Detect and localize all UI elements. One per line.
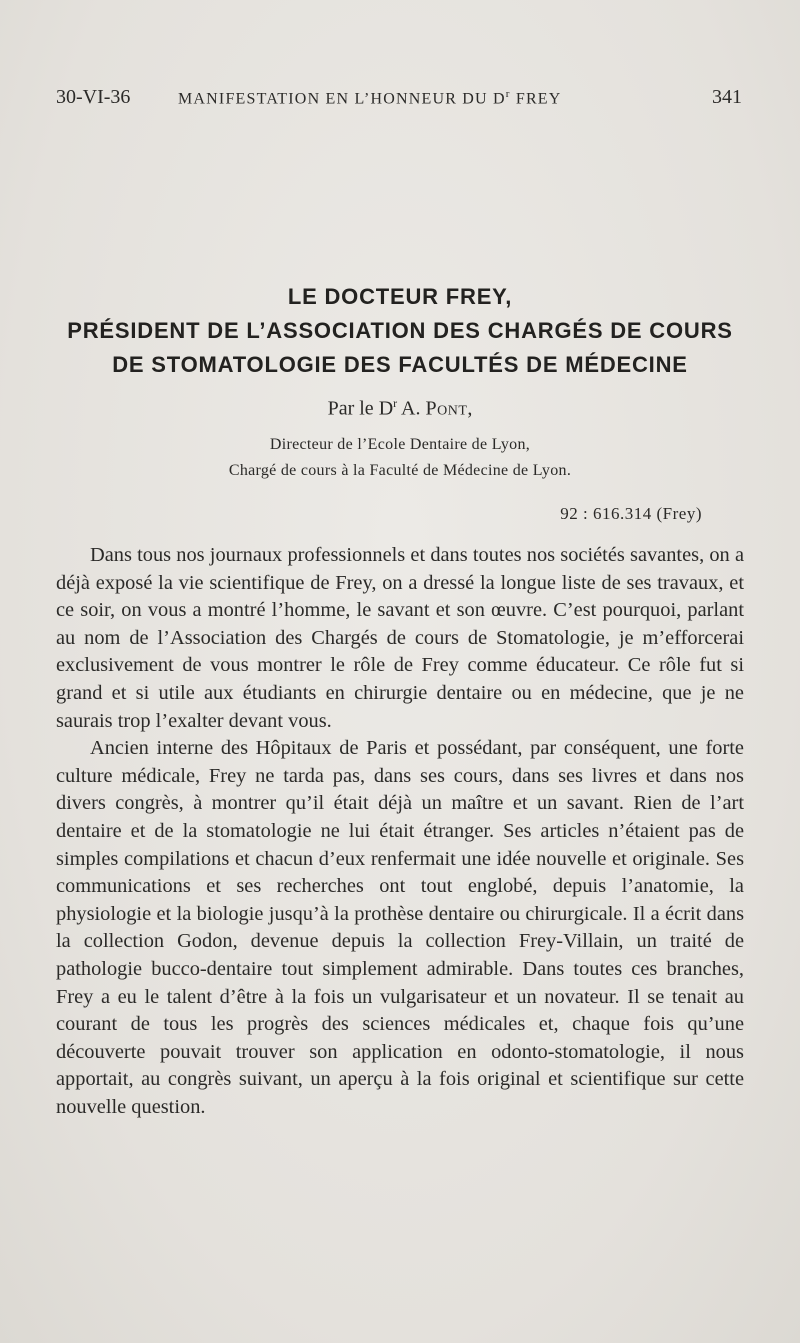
page-number: 341	[712, 86, 742, 108]
paragraph-1: Dans tous nos journaux professionnels et dans toutes nos sociétés savantes, on a déjà exposé la vie scientifique de Frey, on a dressé la longue liste de ses travaux, et ce soir, on vous a montré l’homme, le savant et son œuvre. C’est pourquoi, parlant au nom de l’Association des Chargés de cours de Stomatologie, je m’efforcerai exclusivement de vous montrer le rôle de Frey comme éducateur. Ce rôle fut si grand et si utile aux étudiants en chirurgie dentaire ou en médecine, que je ne saurais trop l’exalter devant vous.	[56, 544, 744, 732]
running-title-main: MANIFESTATION EN L’HONNEUR DU D	[178, 90, 506, 108]
running-head	[56, 86, 742, 116]
running-title	[178, 88, 562, 108]
classification-code: 92 : 616.314 (Frey)	[560, 504, 702, 523]
issue-date: 30-VI-36	[56, 86, 131, 108]
running-title-end: FREY	[510, 90, 562, 108]
author-surname: Pont	[425, 397, 468, 420]
author-byline	[0, 396, 800, 421]
affiliation-line-2: Chargé de cours à la Faculté de Médecine de Lyon.	[228, 462, 572, 479]
byline-prefix: Par le D	[327, 397, 394, 420]
byline-suffix: ,	[467, 397, 473, 420]
paragraph-2: Ancien interne des Hôpitaux de Paris et possédant, par conséquent, une forte culture médicale, Frey ne tarda pas, dans ses cours, dans ses livres et dans nos divers congrès, à montrer qu’il était déjà un maître et un savant. Rien de l’art dentaire et de la stomatologie ne lui était étranger. Ses articles n’étaient pas de simples compilations et chacun d’eux renfermait une idée nouvelle et originale. Ses communications et ses recherches ont tout englobé, depuis l’anatomie, la physiologie et la biologie jusqu’à la prothèse dentaire ou chirurgicale. Il a écrit dans la collection Godon, devenue depuis la collection Frey-Villain, un traité de pathologie bucco-dentaire tout simplement admirable. Dans toutes ces branches, Frey a eu le talent d’être à la fois un vulgarisateur et un novateur. Il se tenait au courant de tous les progrès des sciences médicales et, chaque fois qu’une découverte pouvait trouver son application en odonto-stomatologie, il nous apportait, au congrès suivant, un aperçu à la fois original et scientifique sur cette nouvelle question.	[56, 737, 744, 1118]
running-title-sup: r	[505, 88, 511, 100]
article-body	[56, 542, 744, 1121]
byline-initial: A.	[397, 397, 426, 420]
title-line-2: PRÉSIDENT DE L’ASSOCIATION DES CHARGÉS DE COURS	[67, 318, 733, 343]
affiliation-line-1: Directeur de l’Ecole Dentaire de Lyon,	[269, 436, 531, 453]
byline-sup: r	[393, 396, 398, 410]
title-line-1: LE DOCTEUR FREY,	[287, 284, 513, 309]
title-line-3: DE STOMATOLOGIE DES FACULTÉS DE MÉDECINE	[112, 352, 688, 377]
article-title	[40, 280, 760, 382]
